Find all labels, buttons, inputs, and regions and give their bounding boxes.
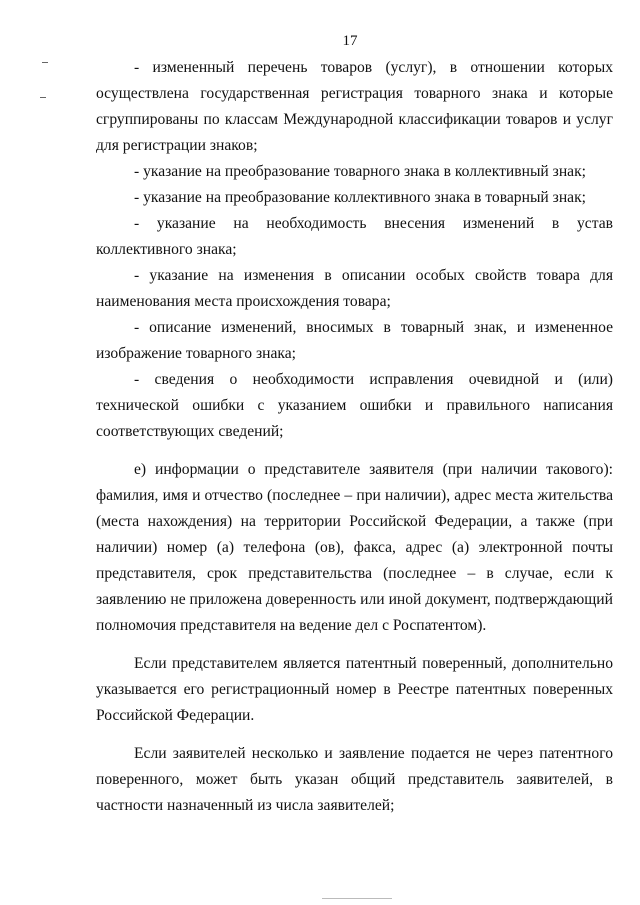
paragraph-transform-to-trademark: - указание на преобразование коллективного знака в товарный знак;: [134, 189, 586, 206]
paragraph-patent-attorney: Если представителем является патентный поверенный, дополнительно указывается его регистрационный номер в Реестре патентных поверенных Российской Федерации.: [96, 655, 613, 724]
scan-margin-mark: [42, 62, 48, 63]
paragraph-charter-changes: - указание на необходимость внесения изменений в устав коллективного знака;: [96, 215, 613, 258]
paragraph-common-representative: Если заявителей несколько и заявление подается не через патентного поверенного, может быть указан общий представитель заявителей, в частности назначенный из числа заявителей;: [96, 745, 613, 814]
paragraph-trademark-changes: - описание изменений, вносимых в товарный знак, и измененное изображение товарного знака;: [96, 319, 613, 362]
page-number: 17: [342, 33, 358, 49]
paragraph-transform-to-collective: - указание на преобразование товарного знака в коллективный знак;: [134, 163, 586, 180]
document-body: [96, 55, 613, 819]
paragraph-origin-properties: - указание на изменения в описании особых свойств товара для наименования места происхождения товара;: [96, 267, 613, 310]
paragraph-changed-goods-list: - измененный перечень товаров (услуг), в отношении которых осуществлена государственная регистрация товарного знака и которые сгруппированы по классам Международной классификации товаров и услуг для регистрации знаков;: [96, 59, 613, 154]
paragraph-representative-info: е) информации о представителе заявителя (при наличии такового): фамилия, имя и отчество (последнее – при наличии), адрес места жительства (места нахождения) на территории Российской Федерации, а также (при наличии) номер (а) телефона (ов), факса, адрес (а) электронной почты представителя, срок представительства (последнее – в случае, если к заявлению не приложена доверенность или иной документ, подтверждающий полномочия представителя на ведение дел с Роспатентом).: [96, 461, 613, 634]
paragraph-error-correction: - сведения о необходимости исправления очевидной и (или) технической ошибки с указанием ошибки и правильного написания соответствующих сведений;: [96, 371, 613, 440]
scan-margin-mark: [40, 97, 46, 98]
scan-artifact: [322, 898, 392, 899]
